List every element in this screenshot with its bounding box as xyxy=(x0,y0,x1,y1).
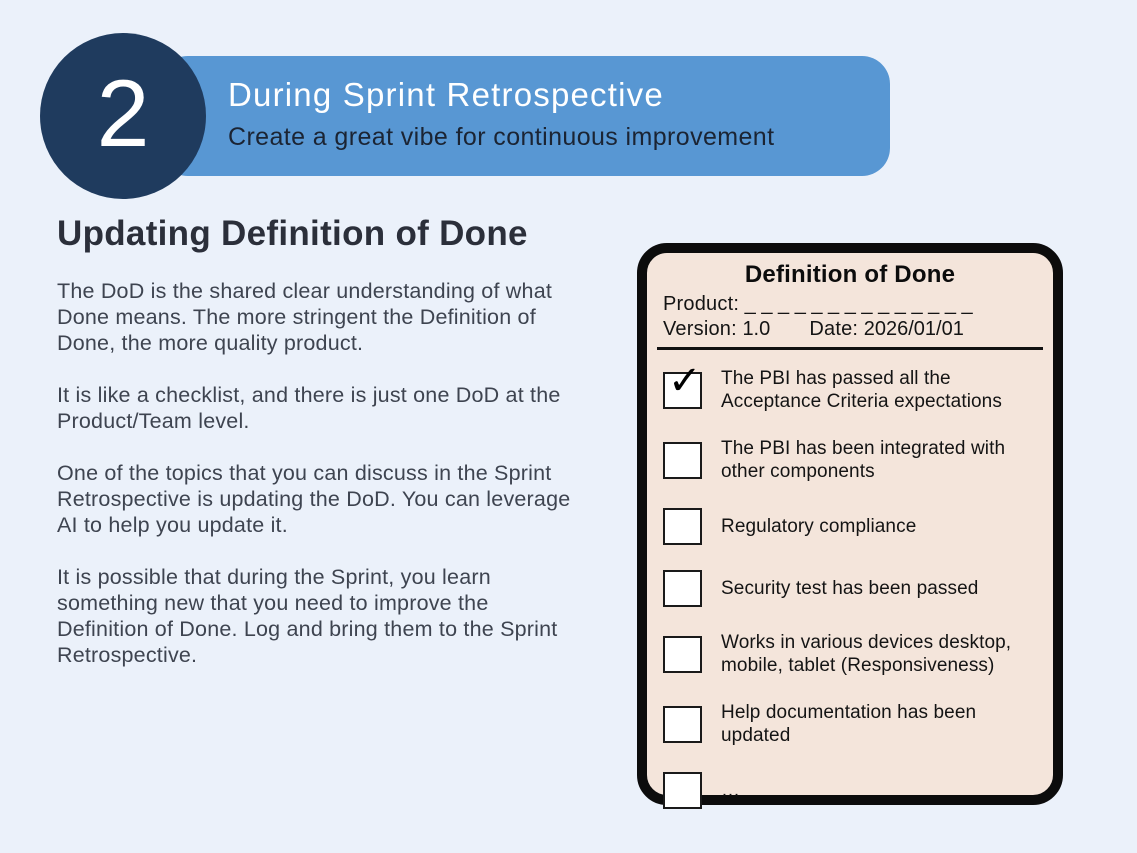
checkbox-unchecked xyxy=(663,706,702,743)
version-date-row xyxy=(663,317,1037,342)
checklist xyxy=(663,358,1037,809)
body-paragraph: It is possible that during the Sprint, you learn something new that you need to improve the Definition of Done. Log and bring them to the Sprint Retrospective. xyxy=(57,565,558,667)
checklist-item xyxy=(663,358,1037,413)
banner-title: During Sprint Retrospective xyxy=(228,76,664,113)
checkbox-checked xyxy=(663,358,702,409)
checklist-item-label: Help documentation has been updated xyxy=(721,702,977,746)
checkbox-unchecked xyxy=(663,772,702,809)
banner-subtitle: Create a great vibe for continuous improvement xyxy=(228,123,775,151)
checklist-item xyxy=(663,631,1037,677)
checklist-item-label: The PBI has been integrated with other components xyxy=(721,438,1006,482)
checklist-item-label: The PBI has passed all the Acceptance Criteria expectations xyxy=(721,368,1002,412)
body-paragraph: One of the topics that you can discuss in the Sprint Retrospective is updating the DoD. You can leverage AI to help you update it. xyxy=(57,461,571,537)
card-divider xyxy=(657,347,1043,350)
product-row xyxy=(663,292,1037,317)
body-paragraph: It is like a checklist, and there is just one DoD at the Product/Team level. xyxy=(57,383,561,433)
checklist-item xyxy=(663,771,1037,809)
version-value: 1.0 xyxy=(742,318,771,340)
checkmark-icon: ✓ xyxy=(668,358,702,403)
checklist-item-label: Regulatory compliance xyxy=(721,515,917,537)
date-label: Date: xyxy=(809,318,859,340)
body-text xyxy=(57,278,573,694)
checkbox-unchecked xyxy=(663,442,702,479)
version-label: Version: xyxy=(663,318,737,340)
body-paragraph: The DoD is the shared clear understanding of what Done means. The more stringent the Definition of Done, the more quality product. xyxy=(57,279,553,355)
checklist-item xyxy=(663,569,1037,607)
checklist-item-label: Security test has been passed xyxy=(721,577,979,599)
card-title: Definition of Done xyxy=(744,261,956,288)
checkbox-unchecked xyxy=(663,570,702,607)
checklist-item-label: Works in various devices desktop, mobile, tablet (Responsiveness) xyxy=(721,632,1012,676)
checklist-item xyxy=(663,507,1037,545)
step-number: 2 xyxy=(96,60,150,167)
product-label: Product: xyxy=(663,293,740,315)
step-number-badge xyxy=(40,33,206,199)
checklist-item xyxy=(663,437,1037,483)
header-banner xyxy=(160,56,890,176)
definition-of-done-card xyxy=(637,243,1063,805)
checklist-item xyxy=(663,701,1037,747)
checklist-item-label: … xyxy=(721,779,741,801)
checkbox-unchecked xyxy=(663,636,702,673)
checkbox-unchecked xyxy=(663,508,702,545)
product-value-blank: _ _ _ _ _ _ _ _ _ _ _ _ _ _ xyxy=(744,293,973,315)
date-value: 2026/01/01 xyxy=(863,318,964,340)
card-meta xyxy=(663,292,1037,342)
page-title: Updating Definition of Done xyxy=(57,214,528,253)
